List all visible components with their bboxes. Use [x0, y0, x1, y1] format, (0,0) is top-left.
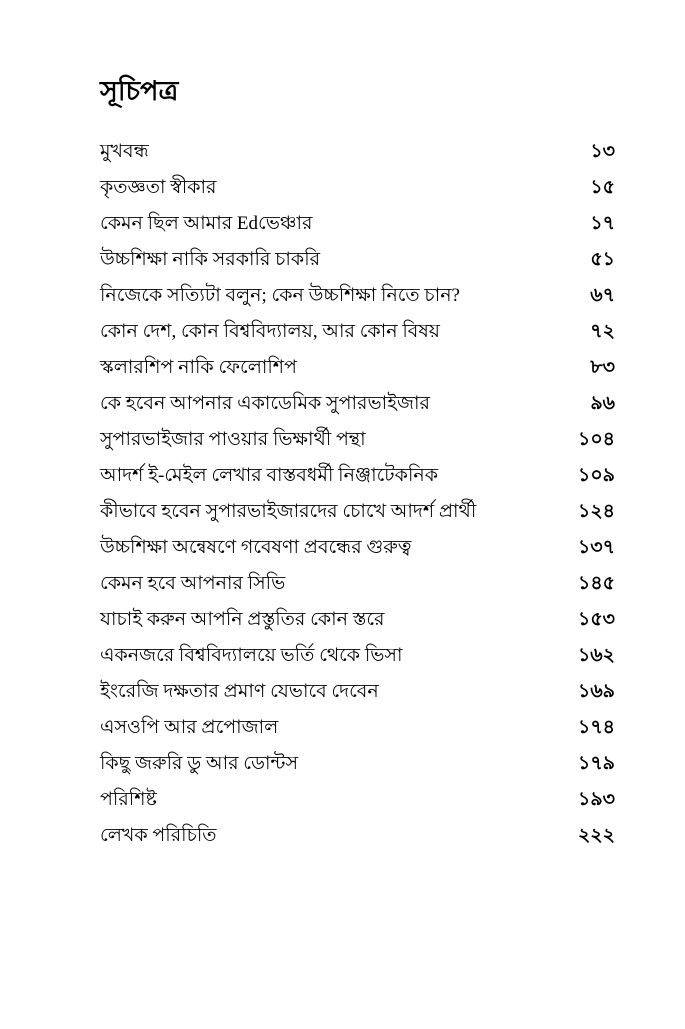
toc-entry-title: নিজেকে সত্যিটা বলুন; কেন উচ্চশিক্ষা নিতে চান? — [100, 285, 460, 306]
toc-entry[interactable] — [100, 320, 615, 356]
toc-entry-page-number: ১০৯ — [577, 465, 615, 486]
toc-entry-page-number: ১০৪ — [577, 429, 615, 450]
toc-entry-page-number: ১৫ — [590, 177, 615, 198]
toc-entry-title: কীভাবে হবেন সুপারভাইজারদের চোখে আদর্শ প্রার্থী — [100, 501, 477, 522]
toc-entry-title: মুখবন্ধ — [100, 141, 149, 162]
toc-entry-page-number: ৫১ — [590, 249, 615, 270]
toc-entry-page-number: ১৩ — [590, 141, 615, 162]
toc-entry[interactable] — [100, 716, 615, 752]
toc-entry-title: কেমন ছিল আমার Edভেঞ্চার — [100, 213, 313, 234]
toc-entry[interactable] — [100, 212, 615, 248]
toc-entry-page-number: ৮৩ — [590, 357, 615, 378]
toc-entry[interactable] — [100, 500, 615, 536]
toc-entry-page-number: ১৯৩ — [577, 789, 615, 810]
toc-entry-title: উচ্চশিক্ষা অন্বেষণে গবেষণা প্রবন্ধের গুরুত্ব — [100, 537, 412, 558]
toc-entry[interactable] — [100, 428, 615, 464]
toc-entry-page-number: ৯৬ — [590, 393, 615, 414]
toc-entry-title: কে হবেন আপনার একাডেমিক সুপারভাইজার — [100, 393, 430, 414]
toc-entry-page-number: ১৩৭ — [577, 537, 615, 558]
toc-entry-page-number: ৭২ — [590, 321, 615, 342]
toc-entry[interactable] — [100, 680, 615, 716]
toc-entry[interactable] — [100, 248, 615, 284]
toc-entry[interactable] — [100, 536, 615, 572]
toc-entry-title: উচ্চশিক্ষা নাকি সরকারি চাকরি — [100, 249, 321, 270]
toc-entry-page-number: ১৭৪ — [577, 717, 615, 738]
toc-entry-title: কৃতজ্ঞতা স্বীকার — [100, 177, 217, 198]
toc-entry[interactable] — [100, 788, 615, 824]
toc-entry-title: এসওপি আর প্রপোজাল — [100, 717, 279, 738]
toc-entry-title: ইংরেজি দক্ষতার প্রমাণ যেভাবে দেবেন — [100, 681, 379, 702]
toc-entry-title: কেমন হবে আপনার সিভি — [100, 573, 286, 594]
toc-entry[interactable] — [100, 608, 615, 644]
toc-entry[interactable] — [100, 464, 615, 500]
toc-entry-page-number: ৬৭ — [590, 285, 615, 306]
toc-entry-page-number: ২২২ — [577, 825, 615, 846]
toc-entry-page-number: ১২৪ — [577, 501, 615, 522]
toc-entry-title: লেখক পরিচিতি — [100, 825, 217, 846]
toc-entry[interactable] — [100, 824, 615, 860]
toc-entry[interactable] — [100, 176, 615, 212]
toc-entry-page-number: ১৭৯ — [577, 753, 615, 774]
table-of-contents-list — [100, 140, 615, 860]
toc-entry-title: যাচাই করুন আপনি প্রস্তুতির কোন স্তরে — [100, 609, 385, 630]
toc-entry-title: কোন দেশ, কোন বিশ্ববিদ্যালয়, আর কোন বিষয় — [100, 321, 440, 342]
toc-entry-title: কিছু জরুরি ডু আর ডোন্টস — [100, 753, 299, 774]
toc-entry-title: পরিশিষ্ট — [100, 789, 157, 810]
toc-entry-page-number: ১৭ — [590, 213, 615, 234]
toc-entry[interactable] — [100, 392, 615, 428]
toc-entry-title: সুপারভাইজার পাওয়ার ভিক্ষার্থী পন্থা — [100, 429, 366, 450]
toc-entry-title: স্কলারশিপ নাকি ফেলোশিপ — [100, 357, 297, 378]
page-title: সূচিপত্র — [100, 76, 179, 106]
toc-entry-page-number: ১৬৯ — [577, 681, 615, 702]
toc-entry[interactable] — [100, 572, 615, 608]
toc-entry[interactable] — [100, 752, 615, 788]
toc-entry-title: একনজরে বিশ্ববিদ্যালয়ে ভর্তি থেকে ভিসা — [100, 645, 403, 666]
toc-entry[interactable] — [100, 284, 615, 320]
toc-entry-page-number: ১৬২ — [577, 645, 615, 666]
toc-entry[interactable] — [100, 140, 615, 176]
toc-entry[interactable] — [100, 356, 615, 392]
toc-entry-title: আদর্শ ই-মেইল লেখার বাস্তবধর্মী নিঞ্জাটেকনিক — [100, 465, 439, 486]
toc-entry[interactable] — [100, 644, 615, 680]
toc-entry-page-number: ১৪৫ — [578, 573, 615, 594]
toc-entry-page-number: ১৫৩ — [577, 609, 615, 630]
